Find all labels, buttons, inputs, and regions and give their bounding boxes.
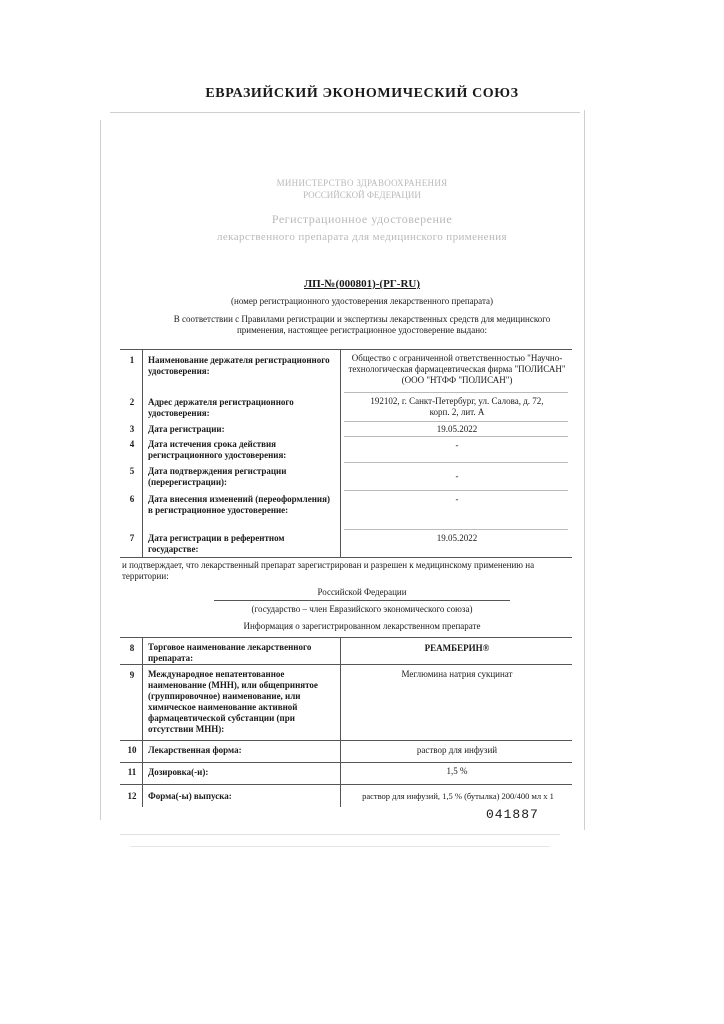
row-number: 3: [129, 424, 135, 434]
confirmation-text: и подтверждает, что лекарственный препарат зарегистрирован и разрешен к медицинскому применению на территории:: [122, 560, 535, 581]
row-value-inn: Меглюмина натрия сукцинат: [401, 669, 513, 679]
certificate-title: Регистрационное удостоверение: [271, 212, 453, 226]
row-label-dosage-form: Лекарственная форма:: [148, 745, 242, 755]
table2-row-divider: [120, 740, 572, 741]
row-label-registration-date: Дата регистрации:: [148, 424, 225, 434]
union-title: ЕВРАЗИЙСКИЙ ЭКОНОМИЧЕСКИЙ СОЮЗ: [205, 86, 519, 101]
row-value-holder-name: Общество с ограниченной ответственностью "Научно-технологическая фармацевтическая фирма "ПОЛИСАН" (ООО "НТФФ "ПОЛИСАН"): [348, 353, 566, 385]
table1-num-divider: [142, 349, 143, 557]
row-label-holder-name: Наименование держателя регистрационного удостоверения:: [148, 355, 330, 376]
row-value-confirmation-date: -: [455, 471, 459, 481]
row-value-holder-address: 192102, г. Санкт-Петербург, ул. Салова, д. 72, корп. 2, лит. А: [370, 396, 544, 417]
row-number: 8: [129, 643, 135, 653]
territory-caption: (государство – член Евразийского экономического союза): [251, 604, 473, 614]
issuance-intro: В соответствии с Правилами регистрации и экспертизы лекарственных средств для медицинского применения, настоящее регистрационное удостоверение выдано:: [173, 314, 551, 335]
row-label-release-form: Форма(-ы) выпуска:: [148, 791, 232, 801]
ministry-line: МИНИСТЕРСТВО ЗДРАВООХРАНЕНИЯ: [276, 178, 448, 188]
row-number: 10: [127, 745, 137, 755]
row-number: 11: [127, 767, 137, 777]
row-value-reference-date: 19.05.2022: [436, 533, 478, 543]
row-label-inn: Международное непатентованное наименование (МНН), или общепринятое (группировочное) наименование, или химическое наименование активной фармацевтической субстанции (при отсутствии МНН):: [148, 669, 318, 734]
table2-value-divider: [340, 637, 341, 807]
table1-row-divider: [344, 490, 568, 491]
row-value-trade-name: РЕАМБЕРИН®: [424, 643, 490, 653]
registration-number: ЛП-№(000801)-(РГ-RU): [303, 278, 421, 290]
row-value-dosage-form: раствор для инфузий: [416, 745, 498, 755]
table1-row-divider: [344, 529, 568, 530]
table1-value-divider: [340, 349, 341, 557]
certificate-subtitle: лекарственного препарата для медицинского применения: [216, 231, 507, 243]
territory-name: Российской Федерации: [317, 587, 407, 597]
scan-noise-top: [110, 112, 580, 113]
territory-underline: [214, 600, 510, 601]
row-number: 12: [127, 791, 137, 801]
country-line: РОССИЙСКОЙ ФЕДЕРАЦИИ: [303, 190, 421, 200]
row-number: 4: [129, 439, 135, 449]
row-number: 6: [129, 494, 135, 504]
table2-row-divider: [120, 762, 572, 763]
table1-row-divider: [344, 462, 568, 463]
row-label-confirmation-date: Дата подтверждения регистрации (перерегистрации):: [148, 466, 287, 487]
scan-noise-bottom: [120, 834, 560, 835]
table1-row-divider: [344, 436, 568, 437]
scan-noise-bottom-2: [130, 846, 550, 847]
row-label-holder-address: Адрес держателя регистрационного удостоверения:: [148, 397, 294, 418]
row-value-dosage: 1,5 %: [446, 766, 468, 776]
table2-num-divider: [142, 637, 143, 807]
table2-row-divider: [120, 784, 572, 785]
table1-top-border: [120, 349, 572, 350]
row-label-expiry-date: Дата истечения срока действия регистрационного удостоверения:: [148, 439, 287, 460]
table1-row-divider: [344, 392, 568, 393]
table2-row-divider: [120, 664, 572, 665]
row-number: 9: [129, 670, 135, 680]
row-label-trade-name: Торговое наименование лекарственного препарата:: [148, 642, 312, 663]
row-label-reference-date: Дата регистрации в референтном государстве:: [148, 533, 285, 554]
row-value-changes-date: -: [455, 494, 459, 504]
table1-bottom-border: [120, 557, 572, 558]
form-serial-number: 041887: [486, 807, 539, 822]
row-label-dosage: Дозировка(-и):: [148, 767, 209, 777]
row-number: 1: [129, 355, 135, 365]
row-number: 5: [129, 466, 135, 476]
row-value-registration-date: 19.05.2022: [436, 424, 478, 434]
row-number: 7: [129, 533, 135, 543]
row-label-changes-date: Дата внесения изменений (переоформления) в регистрационное удостоверение:: [148, 494, 330, 515]
table2-top-border: [120, 637, 572, 638]
row-number: 2: [129, 397, 135, 407]
row-value-expiry-date: -: [455, 440, 459, 450]
info-heading: Информация о зарегистрированном лекарственном препарате: [243, 621, 481, 631]
registration-number-caption: (номер регистрационного удостоверения лекарственного препарата): [231, 296, 493, 306]
table1-row-divider: [344, 421, 568, 422]
row-value-release-form: раствор для инфузий, 1,5 % (бутылка) 200/400 мл х 1: [362, 791, 554, 801]
